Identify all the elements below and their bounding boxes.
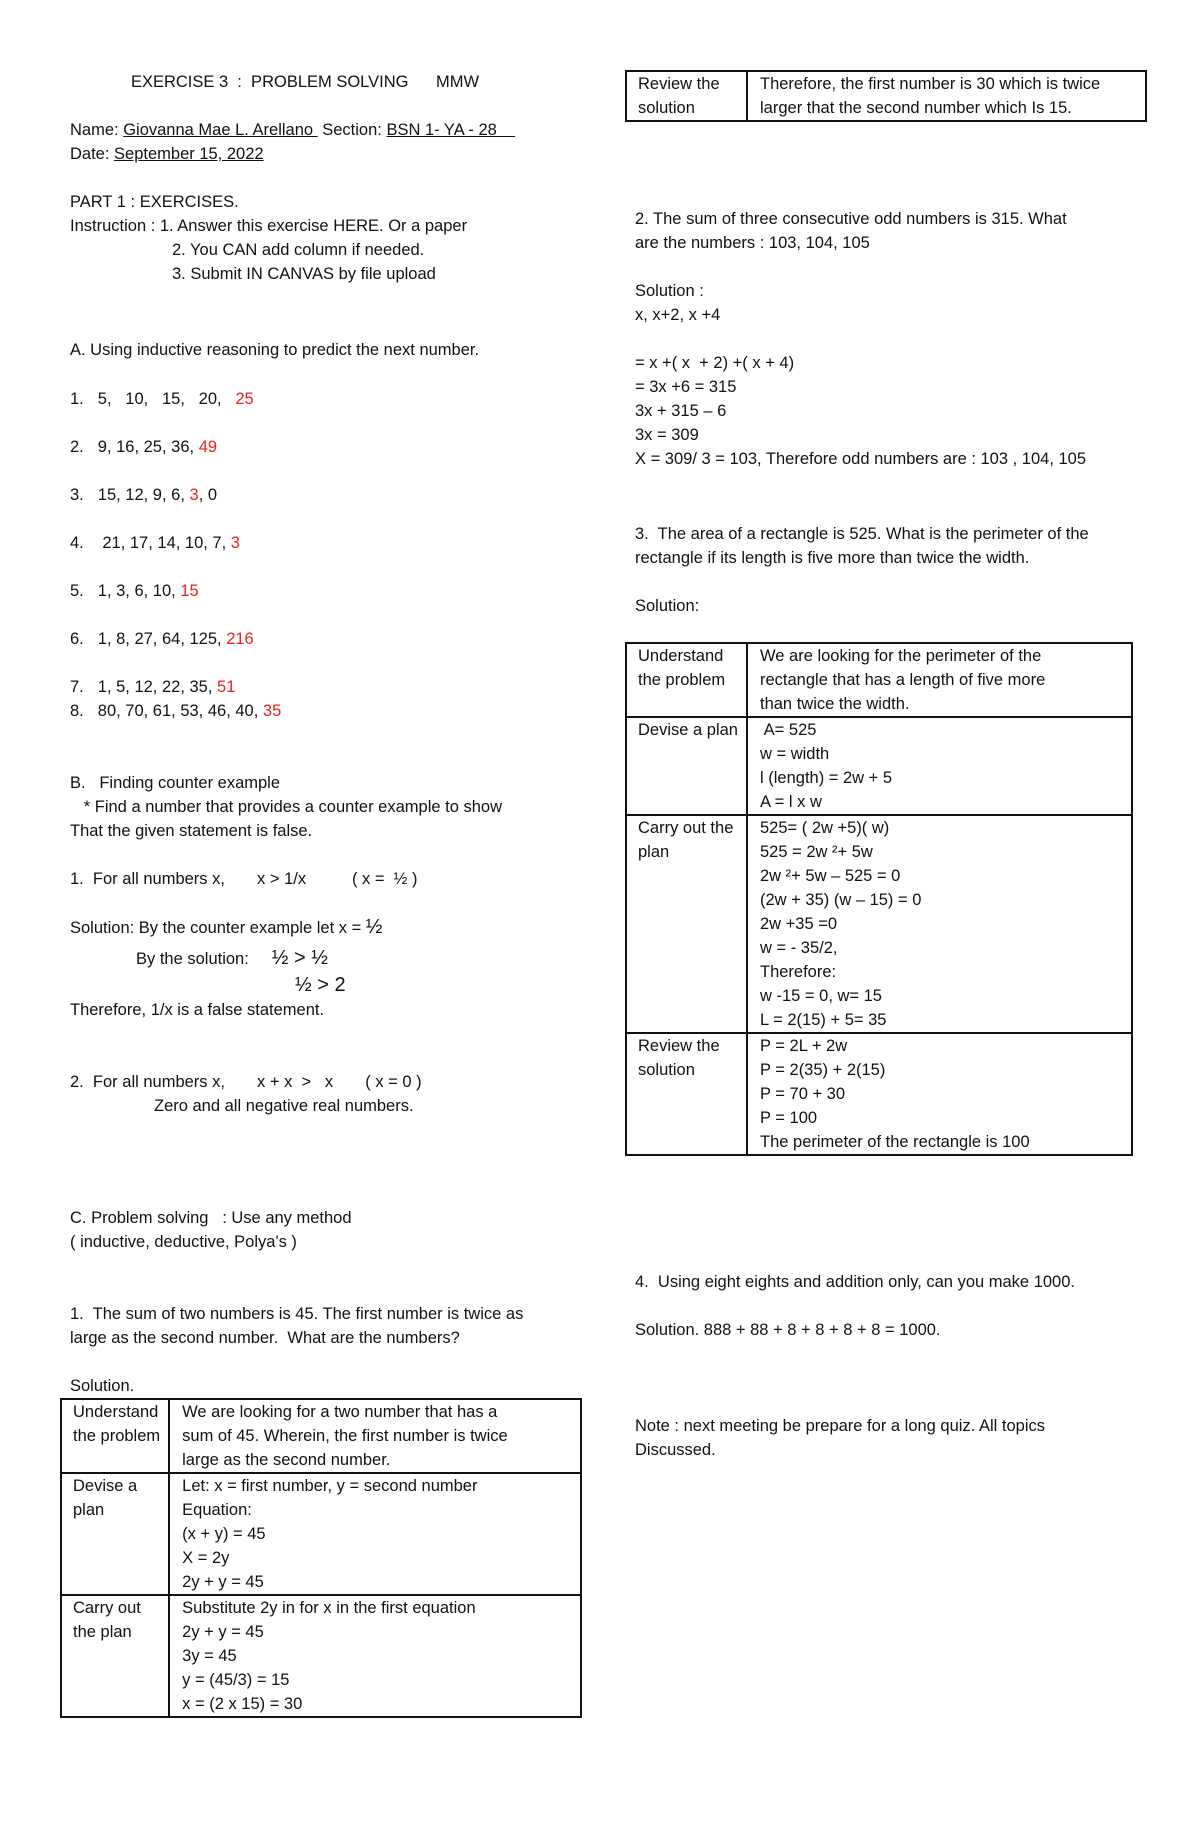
header-block <box>70 70 600 166</box>
problem-2-solution-label: Solution : <box>635 282 704 300</box>
content-line: than twice the width. <box>760 695 910 713</box>
label-line: Devise a plan <box>638 721 738 739</box>
section-b-solution-1 <box>70 915 600 940</box>
item-answer: 49 <box>198 438 218 456</box>
content-line: sum of 45. Wherein, the first number is twice <box>182 1427 508 1445</box>
row-content <box>747 815 1132 1033</box>
row-label <box>61 1473 169 1595</box>
label-line: Understand <box>638 647 724 665</box>
item-answer: 15 <box>180 582 199 600</box>
content-line: 2y + y = 45 <box>182 1573 264 1591</box>
name-label: Name: <box>70 121 124 139</box>
problem-1-review-table <box>625 70 1147 122</box>
content-line: (x + y) = 45 <box>182 1525 266 1543</box>
label-line: solution <box>638 99 695 117</box>
name-value: Giovanna Mae L. Arellano <box>123 121 318 139</box>
item-sequence: 15, 12, 9, 6, <box>97 486 190 504</box>
problem-2-line-2: are the numbers : 103, 104, 105 <box>635 234 870 252</box>
content-line: large as the second number. <box>182 1451 391 1469</box>
section-b-heading: B. Finding counter example <box>70 774 281 792</box>
section-c <box>70 1206 600 1398</box>
section-b-sub2: That the given statement is false. <box>70 822 313 840</box>
inequality-expression-2: ½ > 2 <box>295 974 346 996</box>
item-tail: , 0 <box>198 486 218 504</box>
table-row <box>61 1473 581 1595</box>
section-c-heading: C. Problem solving : Use any method <box>70 1209 352 1227</box>
label-line: Carry out the <box>638 819 734 837</box>
problem-2-step: = 3x +6 = 315 <box>635 378 737 396</box>
section-b-sub1: * Find a number that provides a counter example to show <box>70 798 502 816</box>
row-label <box>626 71 747 121</box>
label-line: Review the <box>638 75 720 93</box>
table-row <box>626 71 1146 121</box>
content-line: (2w + 35) (w – 15) = 0 <box>760 891 922 909</box>
content-line: w = width <box>760 745 830 763</box>
content-line: Substitute 2y in for x in the first equation <box>182 1599 476 1617</box>
content-line: P = 100 <box>760 1109 818 1127</box>
label-line: Carry out <box>73 1599 141 1617</box>
content-line: X = 2y <box>182 1549 230 1567</box>
problem-1-polya-table <box>60 1398 582 1718</box>
item-answer: 3 <box>230 534 240 552</box>
section-b <box>70 771 600 1118</box>
item-sequence: 80, 70, 61, 53, 46, 40, <box>97 702 263 720</box>
instruction-2: 2. You CAN add column if needed. <box>172 241 425 259</box>
problem-4 <box>635 1270 1175 1342</box>
content-line: Therefore, the first number is 30 which is twice <box>760 75 1101 93</box>
item-number: 4. <box>70 534 84 552</box>
content-line: w = - 35/2, <box>760 939 838 957</box>
section-b-conclusion: Therefore, 1/x is a false statement. <box>70 1001 325 1019</box>
section-a-item-8 <box>70 699 600 723</box>
label-line: the problem <box>73 1427 161 1445</box>
item-answer: 216 <box>226 630 254 648</box>
solution-text: By the solution: <box>136 950 272 968</box>
content-line: Therefore: <box>760 963 837 981</box>
instruction-3: 3. Submit IN CANVAS by file upload <box>172 265 436 283</box>
item-number: 6. <box>70 630 84 648</box>
item-answer: 35 <box>262 702 282 720</box>
problem-1-solution-label: Solution. <box>70 1377 135 1395</box>
section-b-answer-2: Zero and all negative real numbers. <box>154 1097 414 1115</box>
problem-3 <box>635 522 1175 618</box>
row-content <box>747 1033 1132 1155</box>
item-number: 2. <box>70 438 84 456</box>
content-line: 2w ²+ 5w – 525 = 0 <box>760 867 901 885</box>
content-line: w -15 = 0, w= 15 <box>760 987 882 1005</box>
note-block <box>635 1414 1175 1462</box>
part1-block <box>70 190 600 286</box>
row-content <box>169 1473 581 1595</box>
item-sequence: 5, 10, 15, 20, <box>97 390 236 408</box>
item-sequence: 21, 17, 14, 10, 7, <box>97 534 231 552</box>
problem-4-solution: Solution. 888 + 88 + 8 + 8 + 8 + 8 = 1000. <box>635 1321 941 1339</box>
row-content <box>747 717 1132 815</box>
section-label: Section: <box>317 121 387 139</box>
problem-3-line-1: 3. The area of a rectangle is 525. What is the perimeter of the <box>635 525 1089 543</box>
content-line: 525= ( 2w +5)( w) <box>760 819 890 837</box>
section-value: BSN 1- YA - 28 <box>386 121 516 139</box>
problem-2-step: X = 309/ 3 = 103, Therefore odd numbers are : 103 , 104, 105 <box>635 450 1087 468</box>
item-answer: 51 <box>217 678 236 696</box>
section-a-heading: A. Using inductive reasoning to predict the next number. <box>70 341 480 359</box>
part1-heading: PART 1 : EXERCISES. <box>70 193 239 211</box>
problem-4-question: 4. Using eight eights and addition only, can you make 1000. <box>635 1273 1075 1291</box>
date-value: September 15, 2022 <box>114 145 264 163</box>
content-line: rectangle that has a length of five more <box>760 671 1046 689</box>
label-line: the problem <box>638 671 726 689</box>
fraction-half: ½ <box>365 916 383 938</box>
section-b-question-1: 1. For all numbers x, x > 1/x ( x = ½ ) <box>70 870 418 888</box>
section-a-item-5 <box>70 579 600 603</box>
item-number: 1. <box>70 390 84 408</box>
item-sequence: 1, 3, 6, 10, <box>97 582 181 600</box>
row-content <box>747 71 1146 121</box>
problem-3-polya-table <box>625 642 1133 1156</box>
content-line: P = 2(35) + 2(15) <box>760 1061 886 1079</box>
section-a-item-6 <box>70 627 600 651</box>
content-line: P = 2L + 2w <box>760 1037 848 1055</box>
problem-2 <box>635 207 1175 471</box>
row-label <box>626 643 747 717</box>
item-answer: 3 <box>189 486 199 504</box>
row-label <box>626 815 747 1033</box>
section-a <box>70 338 600 362</box>
content-line: larger that the second number which Is 15. <box>760 99 1072 117</box>
content-line: We are looking for a two number that has a <box>182 1403 498 1421</box>
problem-2-step: 3x + 315 – 6 <box>635 402 727 420</box>
item-number: 8. <box>70 702 84 720</box>
table-row <box>61 1595 581 1717</box>
content-line: l (length) = 2w + 5 <box>760 769 893 787</box>
section-b-solution-3 <box>70 973 600 998</box>
content-line: 2y + y = 45 <box>182 1623 264 1641</box>
section-a-item-3 <box>70 483 600 507</box>
section-a-item-4 <box>70 531 600 555</box>
row-label <box>61 1595 169 1717</box>
name-section-line <box>70 118 600 142</box>
item-number: 7. <box>70 678 84 696</box>
content-line: 2w +35 =0 <box>760 915 838 933</box>
solution-text: Solution: By the counter example let x = <box>70 919 366 937</box>
exercise-title: EXERCISE 3 : PROBLEM SOLVING MMW <box>130 73 480 91</box>
label-line: Review the <box>638 1037 720 1055</box>
table-row <box>626 815 1132 1033</box>
item-sequence: 1, 8, 27, 64, 125, <box>97 630 227 648</box>
problem-2-step <box>635 327 1175 351</box>
content-line: x = (2 x 15) = 30 <box>182 1695 303 1713</box>
note-line-2: Discussed. <box>635 1441 716 1459</box>
row-content <box>169 1595 581 1717</box>
content-line: A = l x w <box>760 793 822 811</box>
section-a-item-7 <box>70 675 600 699</box>
content-line: A= 525 <box>760 721 817 739</box>
item-answer: 25 <box>235 390 254 408</box>
problem-2-step: 3x = 309 <box>635 426 699 444</box>
content-line: 3y = 45 <box>182 1647 237 1665</box>
problem-1-line-1: 1. The sum of two numbers is 45. The first number is twice as <box>70 1305 524 1323</box>
section-b-solution-2 <box>70 946 600 971</box>
problem-3-solution-label: Solution: <box>635 597 700 615</box>
inequality-expression: ½ > ½ <box>271 947 328 969</box>
table-row <box>626 1033 1132 1155</box>
table-row <box>626 643 1132 717</box>
label-line: Understand <box>73 1403 159 1421</box>
item-number: 3. <box>70 486 84 504</box>
section-b-question-2: 2. For all numbers x, x + x > x ( x = 0 ) <box>70 1073 422 1091</box>
date-line <box>70 142 600 166</box>
item-sequence: 1, 5, 12, 22, 35, <box>97 678 218 696</box>
table-row <box>626 717 1132 815</box>
content-line: P = 70 + 30 <box>760 1085 846 1103</box>
row-label <box>626 1033 747 1155</box>
label-line: plan <box>73 1501 105 1519</box>
label-line: solution <box>638 1061 695 1079</box>
row-label <box>61 1399 169 1473</box>
content-line: L = 2(15) + 5= 35 <box>760 1011 887 1029</box>
section-a-item-1 <box>70 387 600 411</box>
label-line: plan <box>638 843 670 861</box>
problem-1-line-2: large as the second number. What are the numbers? <box>70 1329 460 1347</box>
problem-2-step: x, x+2, x +4 <box>635 306 721 324</box>
content-line: Equation: <box>182 1501 252 1519</box>
content-line: The perimeter of the rectangle is 100 <box>760 1133 1030 1151</box>
item-sequence: 9, 16, 25, 36, <box>97 438 199 456</box>
item-number: 5. <box>70 582 84 600</box>
content-line: y = (45/3) = 15 <box>182 1671 290 1689</box>
section-a-item-2 <box>70 435 600 459</box>
problem-3-line-2: rectangle if its length is five more than twice the width. <box>635 549 1030 567</box>
row-content <box>169 1399 581 1473</box>
content-line: We are looking for the perimeter of the <box>760 647 1042 665</box>
section-c-sub: ( inductive, deductive, Polya's ) <box>70 1233 297 1251</box>
note-line-1: Note : next meeting be prepare for a long quiz. All topics <box>635 1417 1045 1435</box>
row-content <box>747 643 1132 717</box>
label-line: the plan <box>73 1623 132 1641</box>
instruction-1: Instruction : 1. Answer this exercise HERE. Or a paper <box>70 217 468 235</box>
content-line: Let: x = first number, y = second number <box>182 1477 478 1495</box>
content-line: 525 = 2w ²+ 5w <box>760 843 873 861</box>
label-line: Devise a <box>73 1477 138 1495</box>
problem-2-line-1: 2. The sum of three consecutive odd numbers is 315. What <box>635 210 1067 228</box>
problem-2-step: = x +( x + 2) +( x + 4) <box>635 354 795 372</box>
row-label <box>626 717 747 815</box>
table-row <box>61 1399 581 1473</box>
date-label: Date: <box>70 145 115 163</box>
